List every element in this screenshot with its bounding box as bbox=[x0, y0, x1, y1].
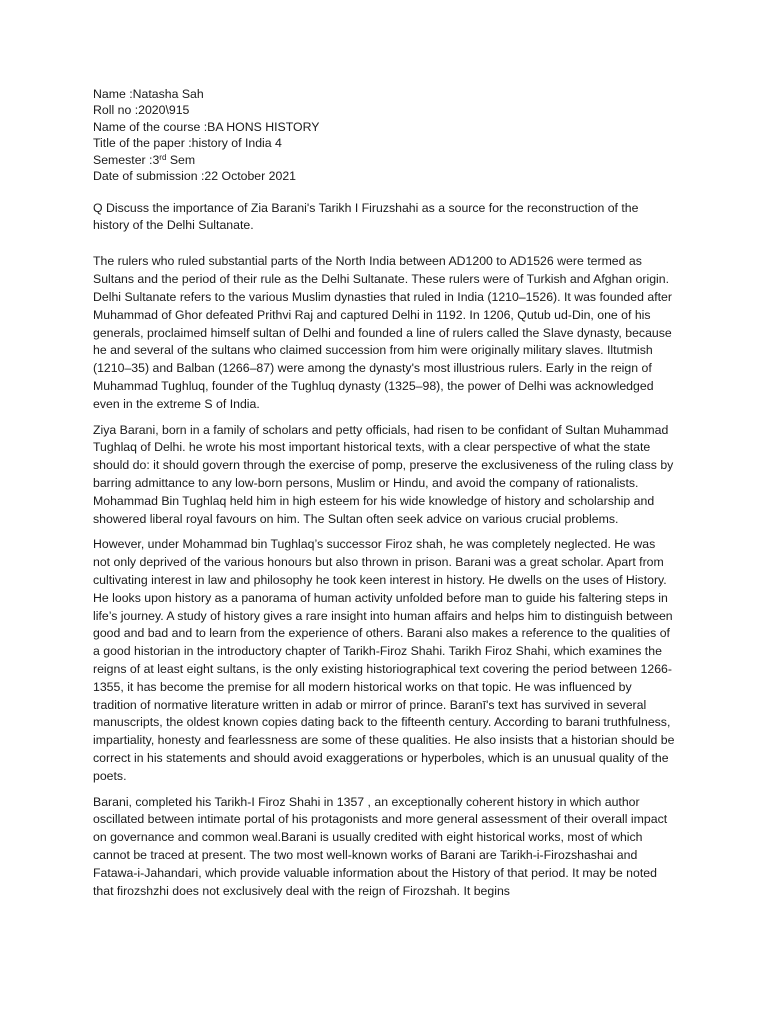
submission-details bbox=[93, 86, 675, 184]
semester-ordinal-suffix: rd bbox=[159, 152, 167, 162]
student-name: Name :Natasha Sah bbox=[93, 87, 204, 101]
semester bbox=[93, 152, 675, 168]
course-name: Name of the course :BA HONS HISTORY bbox=[93, 119, 320, 134]
semester-suffix: Sem bbox=[166, 152, 196, 167]
document-page bbox=[93, 86, 675, 900]
body-paragraph-2: Ziya Barani, born in a family of scholars and petty officials, had risen to be confidant of Sultan Muhammad Tughlaq of Delhi. he wrote his most important historical texts, with a clear perspective of what the state should do: it should govern through the exercise of pomp, preserve the exclusiveness of the ruling class by barring admittance to any low-born persons, Muslim or Hindu, and avoid the company of rationalists. Mohammad Bin Tughlaq held him in high esteem for his wide knowledge of history and scholarship and showered liberal royal favours on him. The Sultan often seek advice on various crucial problems. bbox=[93, 422, 674, 526]
paper-title: Title of the paper :history of India 4 bbox=[93, 136, 282, 151]
body-paragraph-4: Barani, completed his Tarikh-I Firoz Shahi in 1357 , an exceptionally coherent history in which author oscillated between intimate portal of his protagonists and more general assessment of their overall impact on governance and common weal.Barani is usually credited with eight historical works, most of which cannot be traced at present. The two most well-known works of Barani are Tarikh-i-Firozshashai and Fatawa-i-Jahandari, which provide valuable information about the History of that period. It may be noted that firozshzhi does not exclusively deal with the reign of Firozshah. It begins bbox=[93, 794, 668, 898]
roll-number: Roll no :2020\915 bbox=[93, 103, 190, 118]
submission-date: Date of submission :22 October 2021 bbox=[93, 169, 297, 184]
semester-prefix: Semester :3 bbox=[93, 152, 160, 167]
body-paragraph-3: However, under Mohammad bin Tughlaq’s successor Firoz shah, he was completely neglected. He was not only deprived of the various honours but also thrown in prison. Barani was a great scholar. Apart from cultivating interest in law and philosophy he took keen interest in history. He dwells on the uses of History. He looks upon history as a panorama of human activity unfolded before man to guide his faltering steps in life’s journey. A study of history gives a rare insight into human affairs and helps him to distinguish between good and bad and to learn from the experience of others. Barani also makes a reference to the qualities of a good historian in the introductory chapter of Tarikh-Firoz Shahi. Tarikh Firoz Shahi, which examines the reigns of at least eight sultans, is the only existing historiographical text covering the period between 1266-1355, it has become the premise for all modern historical works on that topic. He was influenced by tradition of normative literature written in adab or mirror of prince. Baranī's text has survived in several manuscripts, the oldest known copies dating back to the fifteenth century. According to barani truthfulness, impartiality, honesty and fearlessness are some of these qualities. He also insists that a historian should be correct in his statements and should avoid exaggerations or hyperboles, which is an unusual quality of the poets. bbox=[93, 537, 675, 783]
body-paragraph-1: The rulers who ruled substantial parts of the North India between AD1200 to AD1526 were termed as Sultans and the period of their rule as the Delhi Sultanate. These rulers were of Turkish and Afghan origin. Delhi Sultanate refers to the various Muslim dynasties that ruled in India (1210–1526). It was founded after Muhammad of Ghor defeated Prithvi Raj and captured Delhi in 1192. In 1206, Qutub ud-Din, one of his generals, proclaimed himself sultan of Delhi and founded a line of rulers called the Slave dynasty, because he and several of the sultans who claimed succession from him were originally military slaves. Iltutmish (1210–35) and Balban (1266–87) were among the dynasty's most illustrious rulers. Early in the reign of Muhammad Tughluq, founder of the Tughluq dynasty (1325–98), the power of Delhi was acknowledged even in the extreme S of India. bbox=[93, 254, 672, 411]
essay-question: Q Discuss the importance of Zia Barani's Tarikh I Firuzshahi as a source for the reconstruction of the history of the Delhi Sultanate. bbox=[93, 201, 639, 233]
